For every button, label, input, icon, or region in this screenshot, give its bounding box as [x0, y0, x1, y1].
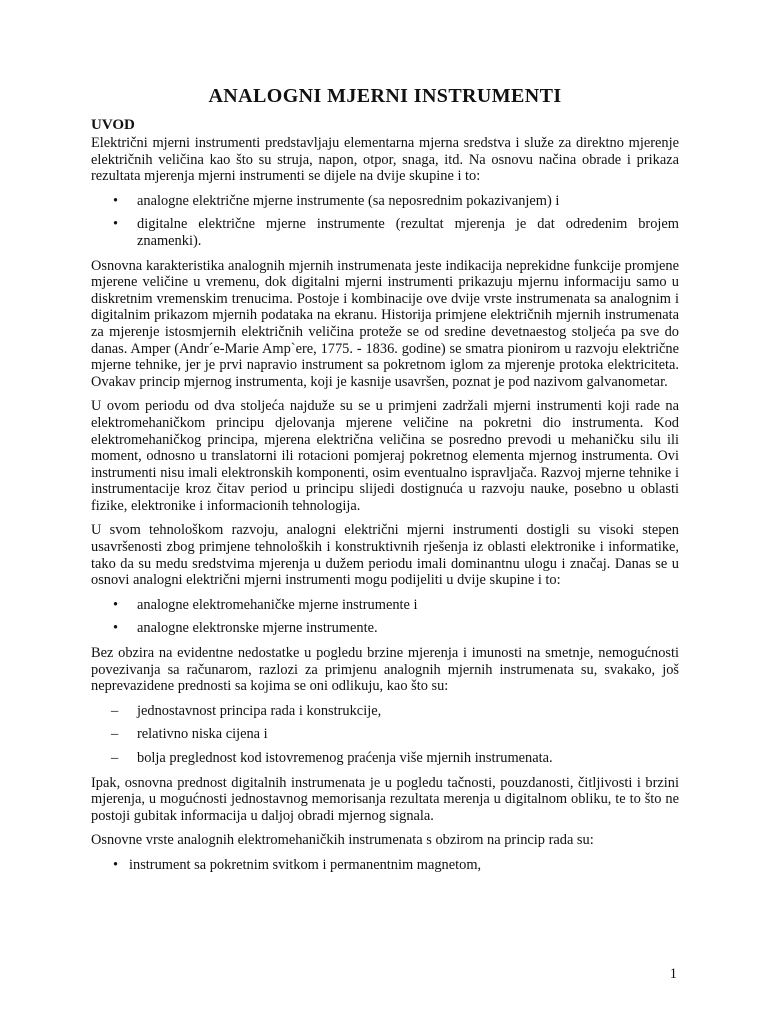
- list-item: – jednostavnost principa rada i konstrukcije,: [91, 703, 679, 720]
- advantages-list: [91, 703, 679, 767]
- list-item: • analogne elektronske mjerne instrumente.: [91, 620, 679, 637]
- section-heading: UVOD: [91, 117, 135, 133]
- instrument-kinds-list: [91, 857, 679, 874]
- analog-groups-list: [91, 597, 679, 637]
- list-item: • analogne elektromehaničke mjerne instrumente i: [91, 597, 679, 614]
- paragraph-history: U ovom periodu od dva stoljeća najduže su se u primjeni zadržali mjerni instrumenti koji rade na elektromehaničkom principu djelovanja mjerene veličine na pokretni dio instrumenta. Kod elektromehaničkog principa, mjerena električna veličina se posredno prevodi u mehaničku silu ili moment, odnosno u translatorni ili rotacioni pomjeraj pokretnog elementa mjernog instrumenta. Ovi instrumenti nisu imali elektronskih komponenti, osim eventualno ispravljača. Razvoj mjerne tehnike i instrumentacije kroz čitav period u principu slijedi dostignuća u razvoju nauke, posebno u oblasti fizike, elektronike i informacionih tehnologija.: [91, 398, 679, 514]
- paragraph-types: Osnovne vrste analognih elektromehaničkih instrumenata s obzirom na princip rada su:: [91, 832, 594, 849]
- page-number: 1: [669, 966, 677, 982]
- list-item: • analogne električne mjerne instrumente (sa neposrednim pokazivanjem) i: [91, 193, 679, 210]
- list-item: • instrument sa pokretnim svitkom i permanentnim magnetom,: [91, 857, 679, 874]
- paragraph-characteristics: Osnovna karakteristika analognih mjernih instrumenata jeste indikacija neprekidne funkcije promjene mjerene veličine u vremenu, dok digitalni mjerni instrumenti prikazuju mjernu informaciju samo u diskretnim vremenskim trenucima. Postoje i kombinacije ove dvije vrste instrumenata sa analognim i digitalnim prikazom mjernih podataka na ekranu. Historija primjene električnih mjernih instrumenata za mjerenje istosmjernih električnih veličina proteže se od sredine devetnaestog stoljeća pa sve do danas. Amper (Andr´e-Marie Amp`ere, 1775. - 1836. godine) se smatra pionirom u razvoju električne mjerne tehnike, jer je prvi napravio instrument sa pokretnom iglom za mjerenje protoka elektriciteta. Ovakav princip mjernog instrumenta, koji je kasnije usavršen, poznat je pod nazivom galvanometar.: [91, 257, 679, 390]
- list-item: • digitalne električne mjerne instrumente (rezultat mjerenja je dat odredenim brojem znamenki).: [91, 216, 679, 249]
- list-item: – relativno niska cijena i: [91, 726, 679, 743]
- instrument-types-list: [91, 193, 679, 250]
- document-title: ANALOGNI MJERNI INSTRUMENTI: [208, 85, 562, 107]
- paragraph-intro: Električni mjerni instrumenti predstavljaju elementarna mjerna sredstva i služe za direktno mjerenje električnih veličina kao što su struja, napon, otpor, snaga, itd. Na osnovu načina obrade i prikaza rezultata mjerenja mjerni instrumenti se dijele na dvije skupine i to:: [91, 135, 679, 185]
- paragraph-development: U svom tehnološkom razvoju, analogni električni mjerni instrumenti dostigli su visoki stepen usavršenosti zbog primjene tehnoloških i konstruktivnih rješenja iz oblasti elektronike i informatike, tako da su medu sredstvima mjerenja u dužem periodu imali dominantnu ulogu i značaj. Danas se u osnovi analogni električni mjerni instrumenti mogu podijeliti u dvije skupine i to:: [91, 522, 679, 589]
- paragraph-digital: Ipak, osnovna prednost digitalnih instrumenata je u pogledu tačnosti, pouzdanosti, čitljivosti i brzini mjerenja, u mogućnosti jednostavnog memorisanja rezultata merenja u digitalnom obliku, te to što ne postoji gubitak informacija u daljoj obradi mjernog signala.: [91, 774, 679, 824]
- list-item: – bolja preglednost kod istovremenog praćenja više mjernih instrumenata.: [91, 750, 679, 767]
- paragraph-advantages: Bez obzira na evidentne nedostatke u pogledu brzine mjerenja i imunosti na smetnje, nemogućnosti povezivanja sa računarom, razlozi za primjenu analognih mjernih instrumenata su, svakako, još neprevazidene prednosti sa kojima se oni odlikuju, kao što su:: [91, 645, 679, 695]
- page-content: [91, 84, 679, 882]
